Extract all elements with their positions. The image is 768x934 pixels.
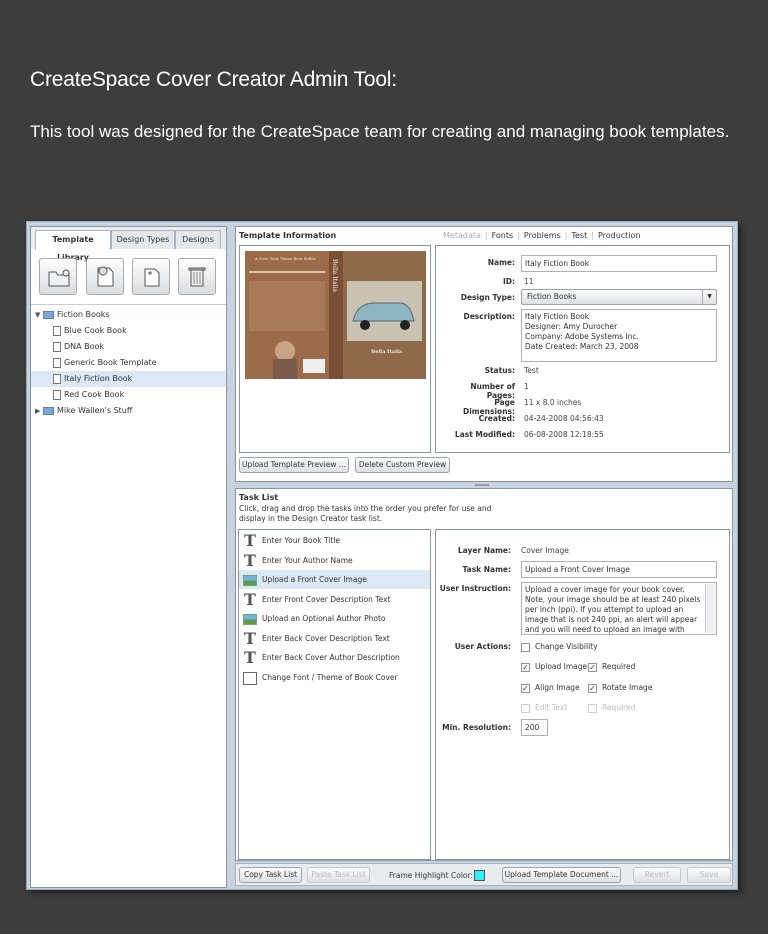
template-preview-box: [239, 245, 431, 453]
cover-front-title: Bella Italia: [371, 349, 403, 355]
task-list-panel: [235, 488, 733, 861]
text-icon: T: [244, 551, 256, 570]
edit-text-checkbox[interactable]: [521, 704, 530, 713]
align-image-checkbox[interactable]: ✓: [522, 684, 529, 693]
design-type-select[interactable]: [521, 289, 717, 305]
tree-item-label: Italy Fiction Book: [64, 374, 133, 383]
name-label: Name:: [487, 258, 515, 267]
task-list-instructions: Click, drag and drop the tasks into the order you prefer for use and display in the Design Creator task list.: [239, 504, 492, 523]
description-line: Date Created: March 23, 2008: [525, 342, 639, 351]
min-resolution-label: Min. Resolution:: [442, 723, 511, 732]
tree-folder-label: Mike Wallen's Stuff: [57, 406, 133, 415]
dimensions-label: Page Dimensions:: [462, 398, 515, 416]
bottom-toolbar: [235, 863, 733, 886]
tree-folder-label: Fiction Books: [57, 310, 110, 319]
user-instruction-field[interactable]: [521, 582, 717, 635]
template-tree: [31, 304, 226, 415]
task-item-book-title[interactable]: [239, 531, 430, 550]
modified-label: Last Modified:: [454, 430, 515, 439]
tree-item-label: Blue Cook Book: [64, 326, 127, 335]
tree-item-blue-cook-book[interactable]: [31, 323, 226, 339]
task-name-field[interactable]: Upload a Front Cover Image: [521, 561, 717, 578]
change-visibility-label: Change Visibility: [535, 642, 598, 651]
tree-folder-fiction-books[interactable]: ▼ Fiction Books: [35, 310, 110, 319]
status-label: Status:: [484, 366, 515, 375]
admin-tool-window: [26, 221, 738, 890]
new-template-button[interactable]: [132, 258, 170, 295]
upload-template-document-button[interactable]: Upload Template Document ...: [502, 867, 621, 883]
trash-icon: [179, 259, 215, 294]
cover-preview-image: [245, 251, 426, 379]
settings-doc-icon: [87, 259, 123, 294]
layer-name-value: Cover Image: [521, 546, 569, 555]
tree-item-italy-fiction-book[interactable]: [31, 371, 226, 387]
info-tab-bar: Metadata | Fonts | Problems | Test | Production: [443, 231, 641, 240]
upload-image-checkbox[interactable]: ✓: [522, 663, 529, 672]
task-detail-form: [435, 529, 730, 860]
text-icon: T: [244, 629, 256, 648]
description-line: Designer: Amy Durocher: [525, 322, 618, 331]
folder-icon: [43, 407, 54, 415]
tab-problems[interactable]: Problems: [523, 231, 561, 240]
rotate-image-label: Rotate Image: [602, 683, 653, 692]
upload-image-label: Upload Image: [535, 662, 588, 671]
panel-title: Template Information: [239, 231, 337, 240]
design-type-value: Fiction Books: [527, 292, 577, 301]
edit-text-label: Edit Text: [535, 703, 568, 712]
revert-button[interactable]: Revert: [633, 867, 681, 883]
tree-item-label: DNA Book: [64, 342, 105, 351]
tab-designs[interactable]: Designs: [175, 230, 221, 249]
task-item-label: Enter Back Cover Author Description: [262, 653, 400, 662]
task-item-label: Enter Your Book Title: [262, 536, 341, 545]
description-line: Italy Fiction Book: [525, 312, 590, 321]
created-label: Created:: [478, 414, 515, 423]
panel-title: Task List: [239, 493, 279, 502]
tree-folder-mike-wallen[interactable]: ▶ Mike Wallen's Stuff: [35, 406, 133, 415]
task-item-label: Enter Front Cover Description Text: [262, 595, 391, 604]
pages-label: Number of Pages:: [470, 382, 515, 400]
tab-production[interactable]: Production: [597, 231, 641, 240]
tree-item-label: Generic Book Template: [64, 358, 157, 367]
description-line: Company: Adobe Systems Inc.: [525, 332, 639, 341]
user-instruction-text: Upload a cover image for your book cover. Note, your image should be at least 240 pixels per inch (ppi). If you attempt to upload an image that is not 240 ppi, an alert will appear and you will need to upload an image with: [525, 585, 701, 634]
new-doc-icon: [133, 259, 169, 294]
font-theme-icon: [243, 672, 257, 685]
left-tab-bar: [31, 227, 226, 249]
panel-splitter-handle[interactable]: [475, 484, 489, 486]
tab-test[interactable]: Test: [571, 231, 588, 240]
document-icon: [53, 342, 61, 352]
tab-metadata[interactable]: Metadata: [443, 231, 481, 240]
change-visibility-checkbox[interactable]: [521, 643, 530, 652]
rotate-image-checkbox[interactable]: ✓: [589, 684, 596, 693]
text-icon: T: [244, 531, 256, 550]
tree-item-generic-book-template[interactable]: [31, 355, 226, 371]
user-actions-label: User Actions:: [454, 642, 511, 651]
task-item-back-description[interactable]: [239, 629, 430, 648]
task-item-label: Change Font / Theme of Book Cover: [262, 673, 398, 682]
frame-highlight-color-swatch[interactable]: [474, 870, 485, 881]
upload-template-preview-button[interactable]: Upload Template Preview ...: [239, 457, 349, 473]
id-value: 11: [524, 277, 534, 286]
task-item-back-author-description[interactable]: [239, 648, 430, 667]
upload-required-checkbox[interactable]: ✓: [589, 663, 596, 672]
pages-value: 1: [524, 382, 529, 391]
image-icon: [243, 575, 257, 586]
task-item-front-cover-image[interactable]: [239, 570, 430, 589]
save-button[interactable]: Save: [687, 867, 731, 883]
text-icon: T: [244, 590, 256, 609]
edit-required-label: Required: [602, 703, 636, 712]
copy-task-list-button[interactable]: Copy Task List: [239, 867, 302, 883]
tab-template-library[interactable]: Template: [35, 230, 111, 250]
cover-spine-title: Bella Italia: [331, 259, 338, 293]
task-item-font-theme[interactable]: [239, 668, 430, 687]
intro-text: This tool was designed for the CreateSpace team for creating and managing book templates.: [30, 122, 730, 141]
created-value: 04-24-2008 04:56:43: [524, 414, 604, 423]
metadata-form: [435, 245, 730, 453]
description-field[interactable]: [521, 309, 717, 362]
min-resolution-field[interactable]: 200: [521, 719, 548, 736]
task-list: [238, 529, 431, 860]
task-name-label: Task Name:: [462, 565, 511, 574]
id-label: ID:: [502, 277, 515, 286]
dimensions-value: 11 x 8.0 inches: [524, 398, 582, 407]
frame-highlight-color-label: Frame Highlight Color:: [389, 871, 473, 880]
layer-name-label: Layer Name:: [457, 546, 511, 555]
page-heading: CreateSpace Cover Creator Admin Tool:: [30, 68, 397, 91]
new-folder-button[interactable]: [39, 258, 77, 295]
document-icon: [53, 390, 61, 400]
modified-value: 06-08-2008 12:18:55: [524, 430, 604, 439]
name-field[interactable]: Italy Fiction Book: [521, 255, 717, 272]
task-item-label: Enter Back Cover Description Text: [262, 634, 390, 643]
delete-button[interactable]: [178, 258, 216, 295]
template-settings-button[interactable]: [86, 258, 124, 295]
task-item-author-name[interactable]: [239, 551, 430, 570]
tab-design-types[interactable]: Design Types: [111, 230, 175, 249]
description-label: Description:: [463, 312, 515, 321]
document-icon: [53, 374, 61, 384]
instruction-scrollbar[interactable]: [705, 584, 715, 633]
edit-required-checkbox[interactable]: [588, 704, 597, 713]
user-instruction-label: User Instruction:: [439, 584, 511, 593]
delete-custom-preview-button[interactable]: Delete Custom Preview: [355, 457, 450, 473]
image-icon: [243, 614, 257, 625]
task-item-label: Enter Your Author Name: [262, 556, 353, 565]
status-value: Test: [524, 366, 539, 375]
upload-required-label: Required: [602, 662, 636, 671]
chevron-down-icon: ▼: [702, 290, 716, 304]
document-icon: [53, 358, 61, 368]
task-item-label: Upload an Optional Author Photo: [262, 614, 386, 623]
text-icon: T: [244, 648, 256, 667]
left-panel: [30, 226, 227, 888]
new-folder-icon: [40, 259, 76, 294]
tree-item-label: Red Cook Book: [64, 390, 125, 399]
tree-item-red-cook-book[interactable]: [31, 387, 226, 403]
template-information-panel: [235, 226, 733, 482]
task-item-author-photo[interactable]: [239, 609, 430, 628]
design-type-label: Design Type:: [460, 293, 515, 302]
align-image-label: Align Image: [535, 683, 580, 692]
task-item-label: Upload a Front Cover Image: [262, 575, 367, 584]
document-icon: [53, 326, 61, 336]
cover-back-tagline: A New York Times Best Seller: [255, 256, 316, 261]
tree-item-dna-book[interactable]: [31, 339, 226, 355]
tab-fonts[interactable]: Fonts: [491, 231, 514, 240]
folder-icon: [43, 311, 54, 319]
task-item-front-description[interactable]: [239, 590, 430, 609]
paste-task-list-button[interactable]: Paste Task List: [307, 867, 370, 883]
